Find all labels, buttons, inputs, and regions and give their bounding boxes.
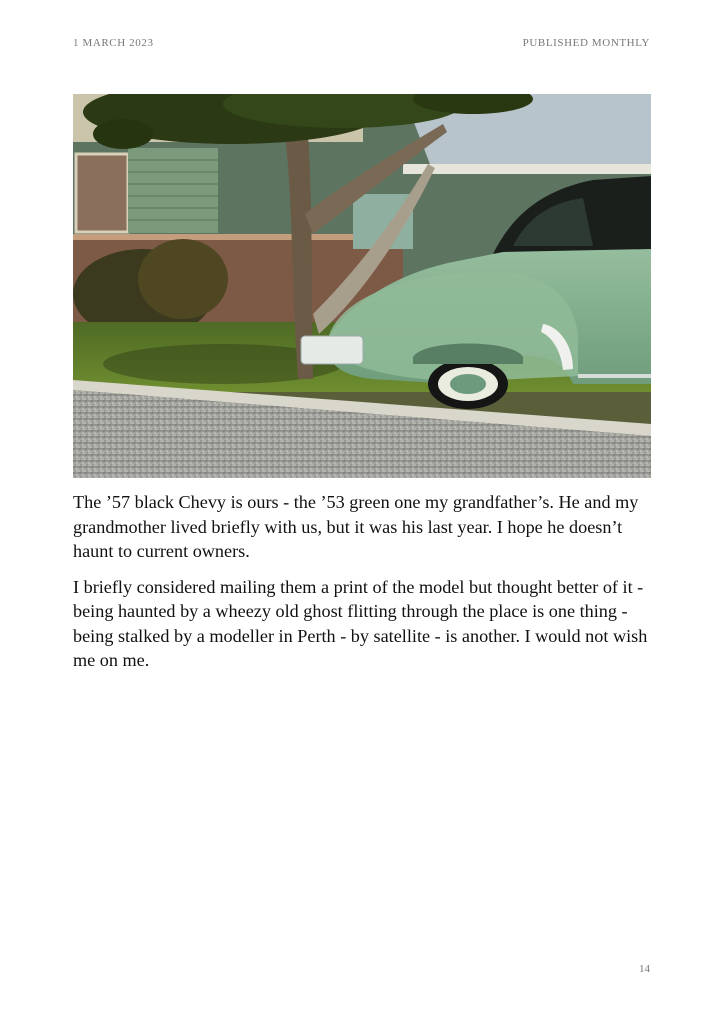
paragraph-2: I briefly considered mailing them a print of the model but thought better of it - being haunted by a wheezy old ghost flitting through the place is one thing - being stalked by a modeller in Perth - by satellite - is another. I would not wish me on me. — [73, 576, 648, 670]
paragraph-1: The ’57 black Chevy is ours - the ’53 green one my grandfather’s. He and my grandmother lived briefly with us, but it was his last year. I hope he doesn’t haunt to current owners. — [73, 492, 639, 561]
car-photo — [73, 94, 651, 478]
header-date: 1 MARCH 2023 — [73, 37, 154, 49]
header-frequency: PUBLISHED MONTHLY — [522, 37, 650, 49]
body-text — [73, 490, 658, 684]
page-number: 14 — [639, 963, 650, 975]
